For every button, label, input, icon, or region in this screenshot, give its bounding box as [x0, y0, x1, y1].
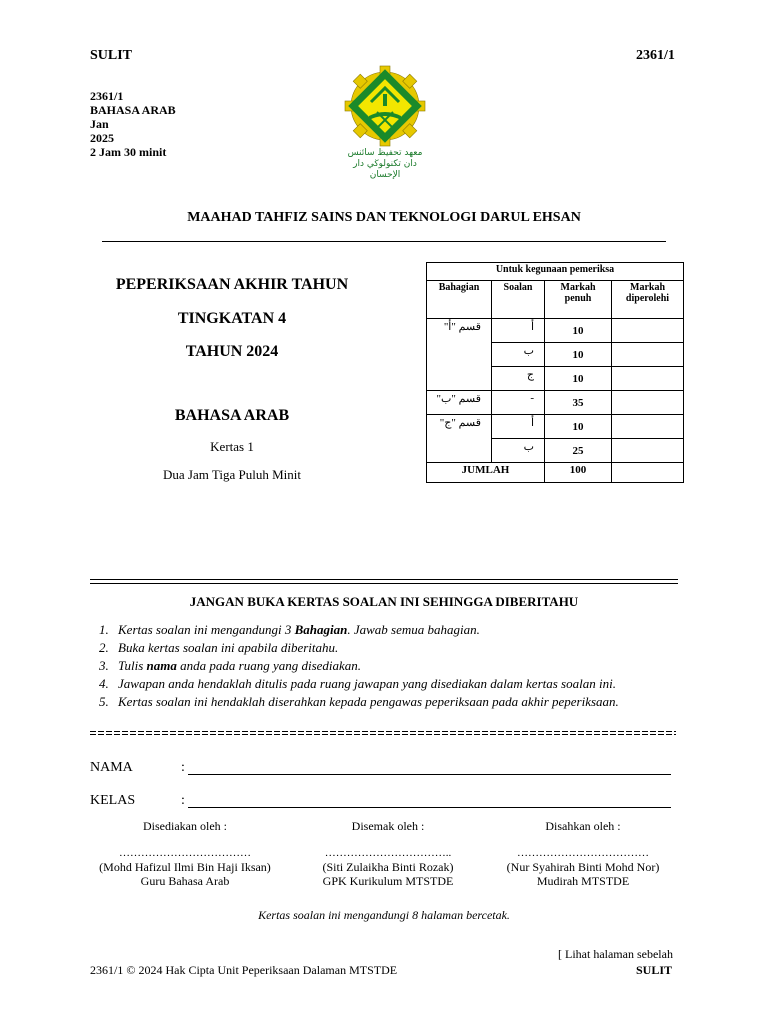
- confidential-label: SULIT: [90, 48, 133, 63]
- instruction-item: 1. Kertas soalan ini mengandungi 3 Bahagian. Jawab semua bahagian.: [112, 621, 702, 639]
- copyright-footer: 2361/1 © 2024 Hak Cipta Unit Peperiksaan Dalaman MTSTDE: [90, 963, 398, 977]
- instruction-item: 2. Buka kertas soalan ini apabila diberitahu.: [112, 639, 702, 657]
- signature-role: Disemak oleh :: [351, 819, 425, 833]
- institution-underline: [102, 241, 666, 242]
- exam-duration: Dua Jam Tiga Puluh Minit: [163, 467, 301, 482]
- question-cell: أ: [492, 319, 545, 343]
- full-marks-cell: 10: [545, 415, 612, 439]
- paper-month: Jan: [90, 117, 109, 131]
- signature-dots[interactable]: ……………………………..: [324, 847, 452, 859]
- class-colon: :: [181, 793, 185, 808]
- col-header-question: Soalan: [492, 281, 545, 319]
- table-row: [427, 319, 684, 343]
- table-row: [427, 391, 684, 415]
- signature-role: Disahkan oleh :: [545, 819, 621, 833]
- full-marks-cell: 10: [545, 367, 612, 391]
- logo-arabic-line-2: دان تكنولوڬي دار الإحسان: [353, 159, 417, 180]
- signature-title: GPK Kurikulum MTSTDE: [322, 874, 454, 888]
- instruction-item: 5. Kertas soalan ini hendaklah diserahkan kepada pengawas peperiksaan pada akhir peperiksaan.: [112, 693, 702, 711]
- total-marks: 100: [545, 463, 612, 483]
- signature-prepared: [85, 819, 285, 888]
- paper-code-header: 2361/1: [636, 48, 675, 63]
- school-logo: [338, 62, 432, 180]
- section-label: قسم "ب": [427, 391, 492, 415]
- marks-table-caption: Untuk kegunaan pemeriksa: [427, 263, 684, 281]
- warning-text: JANGAN BUKA KERTAS SOALAN INI SEHINGGA DIBERITAHU: [189, 594, 579, 609]
- name-label: NAMA: [90, 760, 133, 775]
- paper-info-block: [90, 89, 176, 159]
- question-cell: أ: [492, 415, 545, 439]
- signature-title: Guru Bahasa Arab: [140, 874, 230, 888]
- question-cell: ج: [492, 367, 545, 391]
- instructions-list: [90, 621, 702, 711]
- col-header-section: Bahagian: [427, 281, 492, 319]
- signature-name: (Siti Zulaikha Binti Rozak): [322, 860, 454, 874]
- signature-role: Disediakan oleh :: [143, 819, 227, 833]
- exam-subject: BAHASA ARAB: [174, 407, 290, 424]
- obtained-marks-cell[interactable]: [612, 367, 684, 391]
- signature-reviewed: [288, 819, 488, 888]
- question-cell: -: [492, 391, 545, 415]
- instruction-item: 4. Jawapan anda hendaklah ditulis pada ruang jawapan yang disediakan dalam kertas soalan ini.: [112, 675, 702, 693]
- full-marks-cell: 25: [545, 439, 612, 463]
- instruction-item: 3. Tulis nama anda pada ruang yang disediakan.: [112, 657, 702, 675]
- paper-duration: 2 Jam 30 minit: [90, 145, 167, 159]
- exam-paper: Kertas 1: [210, 439, 254, 454]
- page-count-note: Kertas soalan ini mengandungi 8 halaman bercetak.: [258, 908, 510, 922]
- section-label: قسم "أ": [427, 319, 492, 391]
- paper-year: 2025: [90, 131, 114, 145]
- logo-arabic-text: [338, 148, 432, 181]
- table-row: [427, 415, 684, 439]
- name-field[interactable]: [188, 774, 671, 775]
- warning-top-rule: [90, 579, 678, 584]
- obtained-marks-cell[interactable]: [612, 415, 684, 439]
- signature-name: (Nur Syahirah Binti Mohd Nor): [506, 860, 660, 874]
- full-marks-cell: 35: [545, 391, 612, 415]
- signature-approved: [483, 819, 683, 888]
- exam-year: TAHUN 2024: [185, 343, 279, 360]
- obtained-marks-cell[interactable]: [612, 391, 684, 415]
- signature-name: (Mohd Hafizul Ilmi Bin Haji Iksan): [99, 860, 271, 874]
- question-cell: ب: [492, 439, 545, 463]
- paper-code: 2361/1: [90, 89, 124, 103]
- institution-name: MAAHAD TAHFIZ SAINS DAN TEKNOLOGI DARUL EHSAN: [187, 210, 581, 225]
- logo-arabic-line-1: معهد تحفيظ سائنس: [347, 148, 423, 158]
- question-cell: ب: [492, 343, 545, 367]
- exam-title: PEPERIKSAAN AKHIR TAHUN: [115, 276, 349, 293]
- signature-dots[interactable]: ………………………………: [517, 847, 649, 859]
- signature-dots[interactable]: ………………………………: [119, 847, 251, 859]
- next-page-note: [ Lihat halaman sebelah: [558, 947, 673, 961]
- class-field[interactable]: [188, 807, 671, 808]
- footer-confidential-label: SULIT: [636, 963, 673, 977]
- col-header-obtained-marks: Markah diperolehi: [612, 281, 684, 319]
- section-label: قسم "ج": [427, 415, 492, 463]
- instructions-bottom-rule: [90, 731, 676, 735]
- total-label: JUMLAH: [427, 463, 545, 483]
- full-marks-cell: 10: [545, 343, 612, 367]
- class-label: KELAS: [90, 793, 136, 808]
- examiner-marks-table: [426, 262, 684, 483]
- paper-subject: BAHASA ARAB: [90, 103, 176, 117]
- full-marks-cell: 10: [545, 319, 612, 343]
- obtained-marks-cell[interactable]: [612, 343, 684, 367]
- total-row: [427, 463, 684, 483]
- signature-title: Mudirah MTSTDE: [536, 874, 630, 888]
- total-obtained-cell[interactable]: [612, 463, 684, 483]
- col-header-full-marks: Markah penuh: [545, 281, 612, 319]
- name-colon: :: [181, 760, 185, 775]
- obtained-marks-cell[interactable]: [612, 319, 684, 343]
- exam-form: TINGKATAN 4: [177, 310, 287, 327]
- obtained-marks-cell[interactable]: [612, 439, 684, 463]
